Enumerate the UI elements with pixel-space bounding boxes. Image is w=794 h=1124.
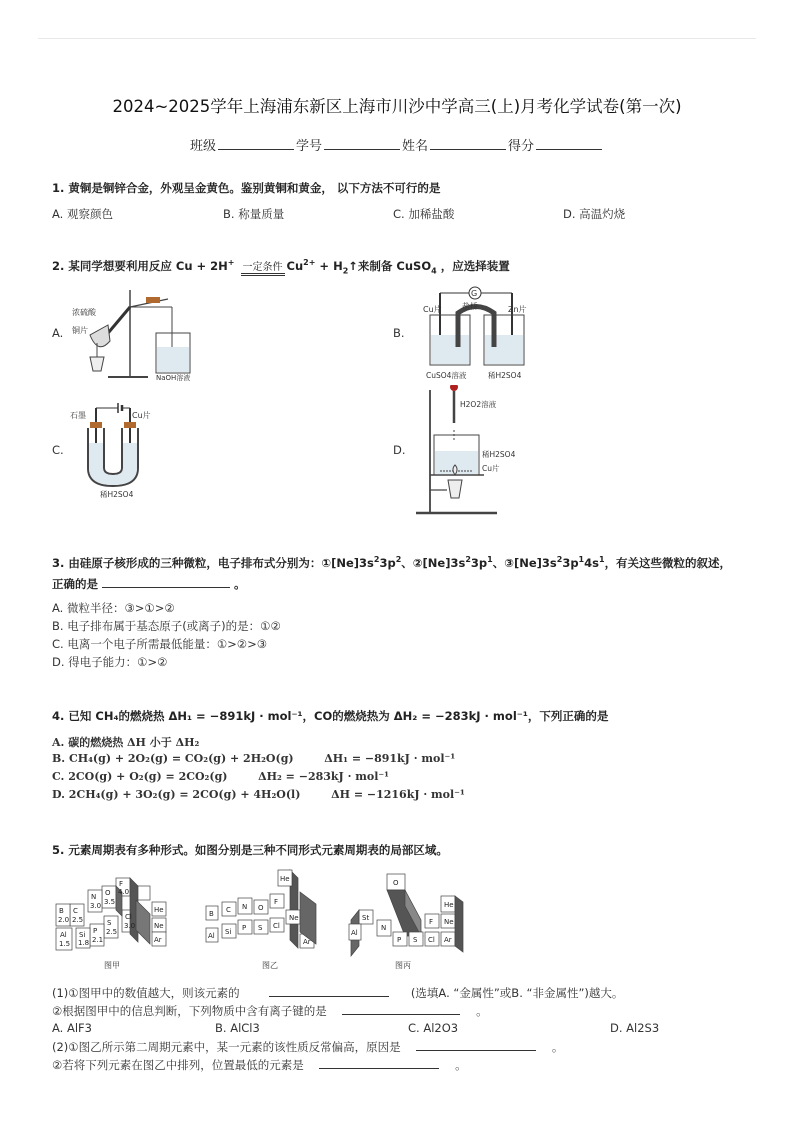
apparatus-b-figure: [420, 285, 540, 383]
q5-part3: (2)①图乙所示第二周期元素中，某一元素的该性质反常偏高，原因是 。: [52, 1040, 564, 1054]
fig1-cell: Ar: [154, 936, 162, 944]
fig3-cell: Al: [351, 929, 358, 937]
fig1-cell: 2.5: [72, 916, 84, 924]
fig1-cell: P: [93, 927, 98, 935]
q2-option-d[interactable]: D.: [393, 443, 406, 457]
q3-option-c[interactable]: C. 电离一个电子所需最低能量：①>②>③: [52, 637, 268, 651]
q2-stem: 2. 某同学想要利用反应 Cu + 2H+ 一定条件 $Cu^{2+}$ + $H_2↑$来制备 CuSO$_4$ ，应选择装置: [52, 258, 510, 276]
fig1-cell: 2.5: [106, 928, 118, 936]
fig2-cell: Cl: [273, 922, 280, 930]
fig1-cell: S: [107, 919, 112, 927]
q3-answer-blank[interactable]: [102, 576, 230, 588]
q1-option-b[interactable]: B. 称量质量: [223, 207, 285, 221]
fig2-cell: Ar: [303, 938, 311, 946]
fig1-cell: 2.1: [92, 936, 104, 944]
q4-stem: 4. 已知 CH₄的燃烧热 ΔH₁ = −891kJ · mol⁻¹，CO的燃烧热为 ΔH₂ = −283kJ · mol⁻¹，下列正确的是: [52, 709, 609, 723]
id-blank[interactable]: [324, 137, 400, 150]
apparatus-a-figure: [68, 285, 203, 383]
dilute-h2so4-c-label: 稀H2SO4: [100, 490, 134, 499]
student-info-line: [0, 135, 794, 154]
q4-option-a[interactable]: A. 碳的燃烧热 ΔH 小于 ΔH₂: [52, 736, 200, 749]
fig3-cell: Ne: [444, 918, 454, 926]
cuso4-label: CuSO4溶液: [426, 371, 467, 380]
class-label: 班级: [189, 139, 216, 154]
apparatus-c-figure: [68, 398, 168, 500]
name-blank[interactable]: [430, 137, 506, 150]
q5-blank-4[interactable]: [319, 1057, 439, 1069]
q1-stem: 1. 黄铜是铜锌合金，外观呈金黄色。鉴别黄铜和黄金， 以下方法不可行的是: [52, 181, 441, 195]
fig2-cell: Ne: [289, 914, 299, 922]
fig2-cell: He: [280, 875, 290, 883]
q3-stem: 3. 由硅原子核形成的三种微粒，电子排布式分别为：$①[Ne]3s^23p^2$、$②[Ne]3s^23p^1$、$③[Ne]3s^23p^14s^1$，有关这些微粒的叙述，: [52, 555, 732, 570]
q1-option-c[interactable]: C. 加稀盐酸: [393, 207, 455, 221]
fig1-caption: 图甲: [104, 961, 120, 970]
fig1-cell: He: [154, 906, 164, 914]
periodic-figure-bing: [343, 870, 473, 972]
fig1-cell: B: [59, 907, 64, 915]
fig1-cell: C: [73, 907, 78, 915]
q4-option-b[interactable]: B. CH₄(g) + 2O₂(g) = CO₂(g) + 2H₂O(g) ΔH₁ = −891kJ · mol⁻¹: [52, 752, 456, 765]
name-label: 姓名: [402, 139, 429, 154]
fig1-cell: Si: [79, 931, 86, 939]
cu-plate-label: Cu片: [132, 411, 151, 420]
q5-blank-1[interactable]: [269, 985, 389, 997]
fig3-cell: F: [429, 918, 434, 926]
fig2-cell: C: [226, 906, 231, 914]
conc-acid-label: 浓硫酸: [72, 308, 96, 317]
q5-blank-2[interactable]: [342, 1003, 460, 1015]
fig1-cell: F: [119, 880, 124, 888]
fig2-cell: Si: [225, 928, 232, 936]
galvanometer-label: G: [471, 289, 478, 298]
q5-stem: 5. 元素周期表有多种形式。如图分别是三种不同形式元素周期表的局部区域。: [52, 843, 448, 857]
fig3-cell: P: [397, 936, 402, 944]
fig1-cell: Al: [60, 931, 67, 939]
fig3-cell: S: [413, 936, 418, 944]
fig3-caption: 图丙: [395, 961, 411, 970]
fig1-cell: 1.5: [59, 940, 71, 948]
fig2-cell: N: [242, 903, 248, 911]
score-blank[interactable]: [536, 137, 602, 150]
fig1-cell: 2.0: [58, 916, 70, 924]
q5-option-c[interactable]: C. Al2O3: [408, 1021, 459, 1035]
zn-electrode-label: Zn片: [508, 305, 527, 314]
page-title: 2024~2025学年上海浦东新区上海市川沙中学高三(上)月考化学试卷(第一次): [112, 97, 682, 116]
fig1-cell: 1.8: [78, 939, 90, 947]
q5-part4: ②若将下列元素在图乙中排列，位置最低的元素是 。: [52, 1058, 467, 1072]
fig3-cell: Ar: [444, 936, 452, 944]
reaction-condition: 一定条件: [241, 262, 285, 276]
fig1-cell: N: [91, 893, 97, 901]
fig1-cell: Cl: [125, 913, 132, 921]
dilute-h2so4-d-label: 稀H2SO4: [482, 450, 516, 459]
fig3-cell: St: [362, 914, 370, 922]
q3-option-d[interactable]: D. 得电子能力：①>②: [52, 655, 168, 669]
fig1-cell: 4.0: [118, 888, 130, 896]
fig3-cell: He: [444, 901, 454, 909]
q5-part2: ②根据图甲中的信息判断，下列物质中含有离子键的是 。: [52, 1004, 488, 1018]
q1-option-a[interactable]: A. 观察颜色: [52, 207, 113, 221]
graphite-label: 石墨: [70, 411, 86, 420]
q3-stem-line2: 正确的是 。: [52, 577, 246, 591]
dilute-h2so4-label: 稀H2SO4: [488, 371, 522, 380]
q2-option-a[interactable]: A.: [52, 326, 64, 340]
apparatus-d-figure: [412, 385, 532, 523]
q5-part1: (1)①图甲中的数值越大，则该元素的 (选填A. “金属性”或B. “非金属性”)越大。: [52, 986, 624, 1000]
fig1-cell: O: [105, 889, 111, 897]
id-label: 学号: [295, 139, 322, 154]
q1-option-d[interactable]: D. 高温灼烧: [563, 207, 626, 221]
fig2-cell: O: [258, 904, 264, 912]
naoh-label: NaOH溶液: [156, 374, 191, 382]
copper-plate-label: 铜片: [72, 326, 88, 335]
fig3-cell: O: [393, 879, 399, 887]
class-blank[interactable]: [218, 137, 294, 150]
cu-electrode-label: Cu片: [423, 305, 442, 314]
q2-option-c[interactable]: C.: [52, 443, 64, 457]
q5-blank-3[interactable]: [416, 1039, 536, 1051]
salt-bridge-label: 盐桥: [462, 302, 478, 311]
fig3-cell: Cl: [428, 936, 435, 944]
fig2-cell: Al: [208, 932, 215, 940]
top-divider: [38, 38, 756, 39]
fig2-caption: 图乙: [262, 961, 278, 970]
score-label: 得分: [508, 139, 535, 154]
q3-option-b[interactable]: B. 电子排布属于基态原子(或离子)的是：①②: [52, 619, 281, 633]
q2-option-b[interactable]: B.: [393, 326, 405, 340]
cu-plate-d-label: Cu片: [482, 464, 500, 473]
fig2-cell: S: [258, 924, 263, 932]
periodic-figure-jia: [52, 872, 172, 972]
q3-option-a[interactable]: A. 微粒半径：③>①>②: [52, 601, 175, 615]
fig3-cell: N: [381, 924, 387, 932]
fig2-cell: P: [242, 924, 247, 932]
q5-option-d[interactable]: D. Al2S3: [610, 1021, 660, 1035]
fig1-cell: 3.0: [124, 922, 136, 930]
fig2-cell: F: [274, 898, 279, 906]
q4-option-d[interactable]: D. 2CH₄(g) + 3O₂(g) = 2CO(g) + 4H₂O(l) ΔH = −1216kJ · mol⁻¹: [52, 788, 465, 801]
q5-option-b[interactable]: B. AlCl3: [215, 1021, 260, 1035]
fig1-cell: Ne: [154, 922, 164, 930]
fig2-cell: B: [209, 910, 214, 918]
periodic-figure-yi: [200, 862, 330, 972]
fig1-cell: 3.0: [90, 902, 102, 910]
q5-option-a[interactable]: A. AlF3: [52, 1021, 92, 1035]
fig1-cell: 3.5: [104, 898, 116, 906]
h2o2-label: H2O2溶液: [460, 400, 497, 409]
q4-option-c[interactable]: C. 2CO(g) + O₂(g) = 2CO₂(g) ΔH₂ = −283kJ · mol⁻¹: [52, 770, 390, 783]
